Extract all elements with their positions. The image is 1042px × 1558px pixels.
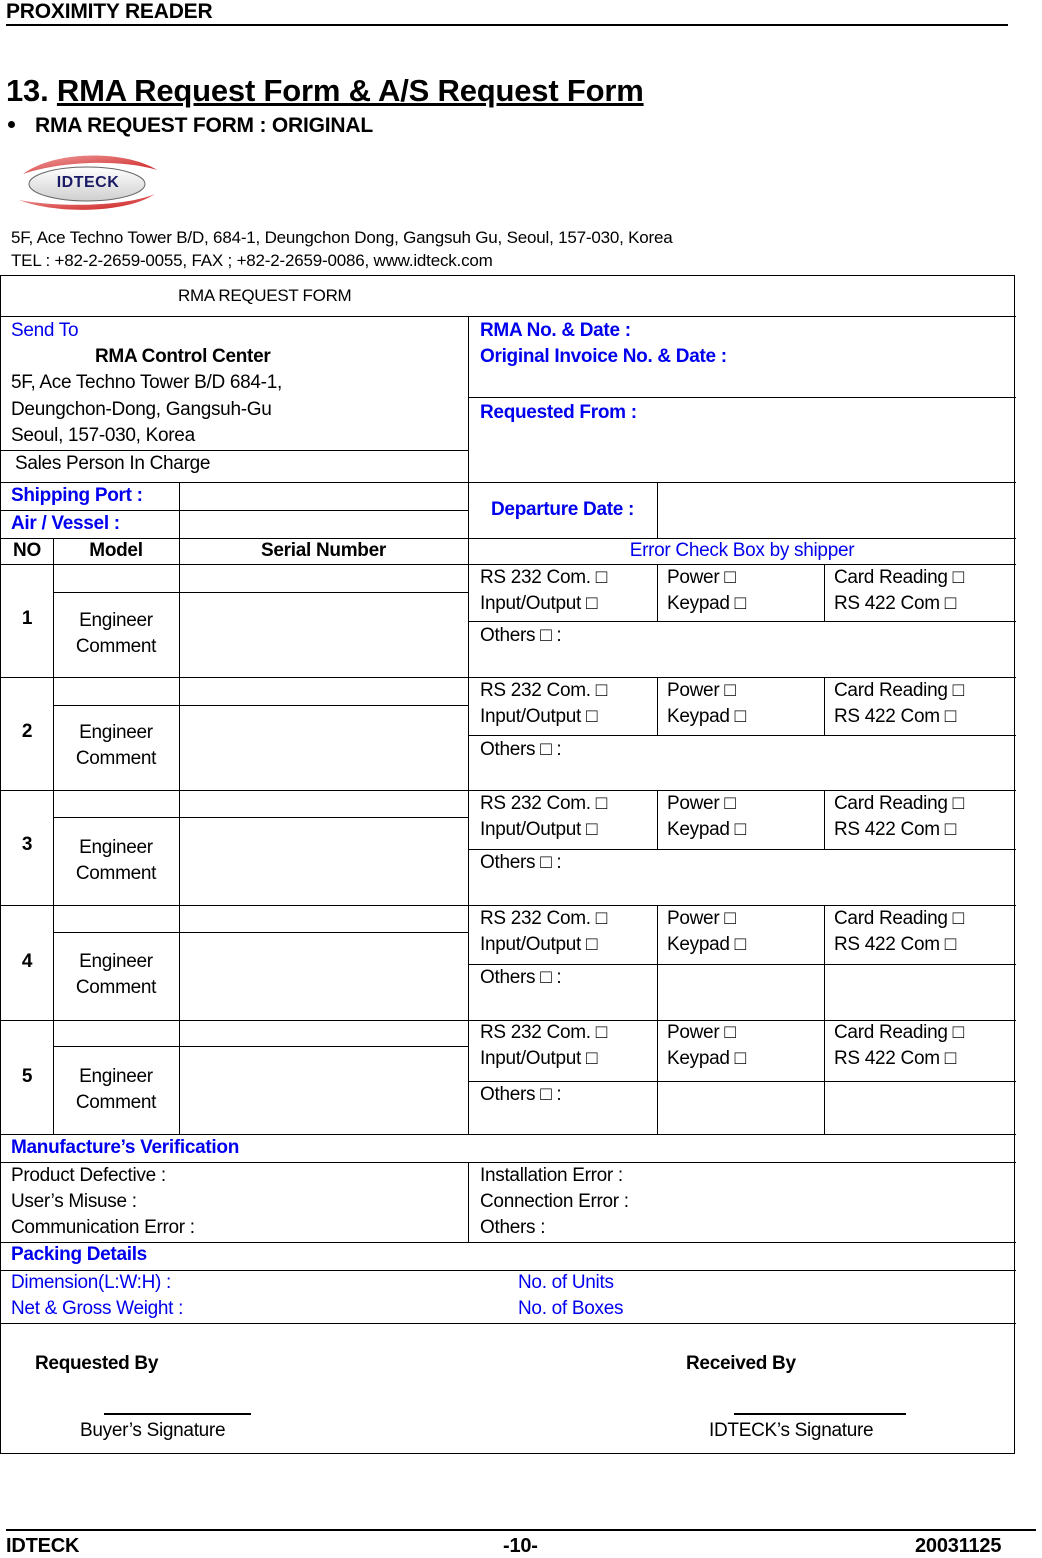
- row-2-no: 2: [21, 721, 33, 742]
- row-5-card: Card Reading □: [834, 1022, 964, 1043]
- row-2-rs422: RS 422 Com □: [834, 706, 956, 727]
- row-4-engineer: Engineer: [79, 951, 153, 972]
- row-3-comment: Comment: [75, 863, 157, 884]
- packing-weight: Net & Gross Weight :: [11, 1298, 184, 1319]
- row-2-power: Power □: [667, 680, 736, 701]
- packing-heading: Packing Details: [11, 1244, 147, 1265]
- send-to-line-1: 5F, Ace Techno Tower B/D 684-1,: [11, 372, 282, 393]
- section-title-text: RMA Request Form & A/S Request Form: [56, 73, 644, 108]
- row-3-rs232: RS 232 Com. □: [480, 793, 607, 814]
- row-1-rs422: RS 422 Com □: [834, 593, 956, 614]
- send-to-name: RMA Control Center: [95, 346, 271, 367]
- packing-boxes: No. of Boxes: [518, 1298, 624, 1319]
- col-error: Error Check Box by shipper: [629, 540, 855, 561]
- row-1-keypad: Keypad □: [667, 593, 746, 614]
- idteck-signature-line: [734, 1413, 906, 1415]
- row-3-keypad: Keypad □: [667, 819, 746, 840]
- row-3-others: Others □ :: [480, 852, 562, 873]
- col-model: Model: [89, 540, 143, 561]
- received-by-label: Received By: [686, 1353, 796, 1374]
- verification-left-2: User’s Misuse :: [11, 1191, 137, 1212]
- row-4-no: 4: [21, 951, 33, 972]
- company-contact: TEL : +82-2-2659-0055, FAX ; +82-2-2659-0086, www.idteck.com: [11, 251, 493, 270]
- buyer-signature-line: [104, 1413, 251, 1415]
- row-5-io: Input/Output □: [480, 1048, 598, 1069]
- row-2-engineer: Engineer: [79, 722, 153, 743]
- row-1-comment: Comment: [75, 636, 157, 657]
- row-2-card: Card Reading □: [834, 680, 964, 701]
- sales-person-label: Sales Person In Charge: [15, 453, 211, 474]
- verification-heading: Manufacture’s Verification: [11, 1137, 240, 1158]
- verification-left-3: Communication Error :: [11, 1217, 195, 1238]
- footer-date: 20031125: [915, 1535, 1002, 1557]
- idteck-logo: [15, 150, 160, 215]
- idteck-signature-label: IDTECK’s Signature: [709, 1420, 874, 1441]
- row-5-rs422: RS 422 Com □: [834, 1048, 956, 1069]
- row-1-rs232: RS 232 Com. □: [480, 567, 607, 588]
- row-5-others: Others □ :: [480, 1084, 562, 1105]
- row-5-no: 5: [21, 1066, 33, 1087]
- footer-rule: [6, 1529, 1036, 1531]
- row-4-others: Others □ :: [480, 967, 562, 988]
- row-3-rs422: RS 422 Com □: [834, 819, 956, 840]
- page-header-title: PROXIMITY READER: [6, 0, 213, 23]
- departure-date-label: Departure Date :: [491, 499, 635, 520]
- row-5-engineer: Engineer: [79, 1066, 153, 1087]
- row-2-keypad: Keypad □: [667, 706, 746, 727]
- buyer-signature-label: Buyer’s Signature: [80, 1420, 226, 1441]
- col-no: NO: [13, 540, 41, 561]
- row-3-card: Card Reading □: [834, 793, 964, 814]
- col-serial: Serial Number: [261, 540, 386, 561]
- row-4-comment: Comment: [75, 977, 157, 998]
- row-1-others: Others □ :: [480, 625, 562, 646]
- invoice-no-label: Original Invoice No. & Date :: [480, 346, 727, 367]
- row-5-rs232: RS 232 Com. □: [480, 1022, 607, 1043]
- bullet-item: [8, 113, 373, 139]
- bullet-text: RMA REQUEST FORM : ORIGINAL: [35, 114, 373, 137]
- row-4-power: Power □: [667, 908, 736, 929]
- row-4-keypad: Keypad □: [667, 934, 746, 955]
- row-3-engineer: Engineer: [79, 837, 153, 858]
- row-5-comment: Comment: [75, 1092, 157, 1113]
- row-1-engineer: Engineer: [79, 610, 153, 631]
- row-3-io: Input/Output □: [480, 819, 598, 840]
- row-4-rs232: RS 232 Com. □: [480, 908, 607, 929]
- row-2-others: Others □ :: [480, 739, 562, 760]
- row-2-rs232: RS 232 Com. □: [480, 680, 607, 701]
- requested-from-label: Requested From :: [480, 402, 637, 423]
- rma-request-form: [0, 275, 1015, 1454]
- verification-right-1: Installation Error :: [480, 1165, 623, 1186]
- company-address: 5F, Ace Techno Tower B/D, 684-1, Deungchon Dong, Gangsuh Gu, Seoul, 157-030, Korea: [11, 228, 673, 247]
- send-to-line-3: Seoul, 157-030, Korea: [11, 425, 195, 446]
- row-1-card: Card Reading □: [834, 567, 964, 588]
- verification-right-2: Connection Error :: [480, 1191, 629, 1212]
- send-to-line-2: Deungchon-Dong, Gangsuh-Gu: [11, 399, 272, 420]
- verification-left-1: Product Defective :: [11, 1165, 166, 1186]
- section-title: [6, 72, 644, 110]
- packing-dimension: Dimension(L:W:H) :: [11, 1272, 172, 1293]
- logo-text: IDTECK: [56, 174, 120, 191]
- row-1-no: 1: [21, 608, 33, 629]
- packing-units: No. of Units: [518, 1272, 614, 1293]
- footer-page-number: -10-: [503, 1535, 538, 1557]
- header-rule: [6, 24, 1008, 26]
- row-2-comment: Comment: [75, 748, 157, 769]
- form-title: RMA REQUEST FORM: [178, 286, 352, 305]
- air-vessel-label: Air / Vessel :: [11, 513, 120, 534]
- row-2-io: Input/Output □: [480, 706, 598, 727]
- row-5-power: Power □: [667, 1022, 736, 1043]
- footer-left: IDTECK: [6, 1535, 80, 1557]
- rma-no-label: RMA No. & Date :: [480, 320, 631, 341]
- send-to-label: Send To: [11, 320, 79, 341]
- bullet-icon: [8, 121, 15, 128]
- requested-by-label: Requested By: [35, 1353, 159, 1374]
- row-1-io: Input/Output □: [480, 593, 598, 614]
- row-3-no: 3: [21, 834, 33, 855]
- row-4-io: Input/Output □: [480, 934, 598, 955]
- verification-right-3: Others :: [480, 1217, 546, 1238]
- row-3-power: Power □: [667, 793, 736, 814]
- row-4-rs422: RS 422 Com □: [834, 934, 956, 955]
- row-1-power: Power □: [667, 567, 736, 588]
- row-5-keypad: Keypad □: [667, 1048, 746, 1069]
- row-4-card: Card Reading □: [834, 908, 964, 929]
- section-number: 13.: [6, 73, 49, 108]
- shipping-port-label: Shipping Port :: [11, 485, 143, 506]
